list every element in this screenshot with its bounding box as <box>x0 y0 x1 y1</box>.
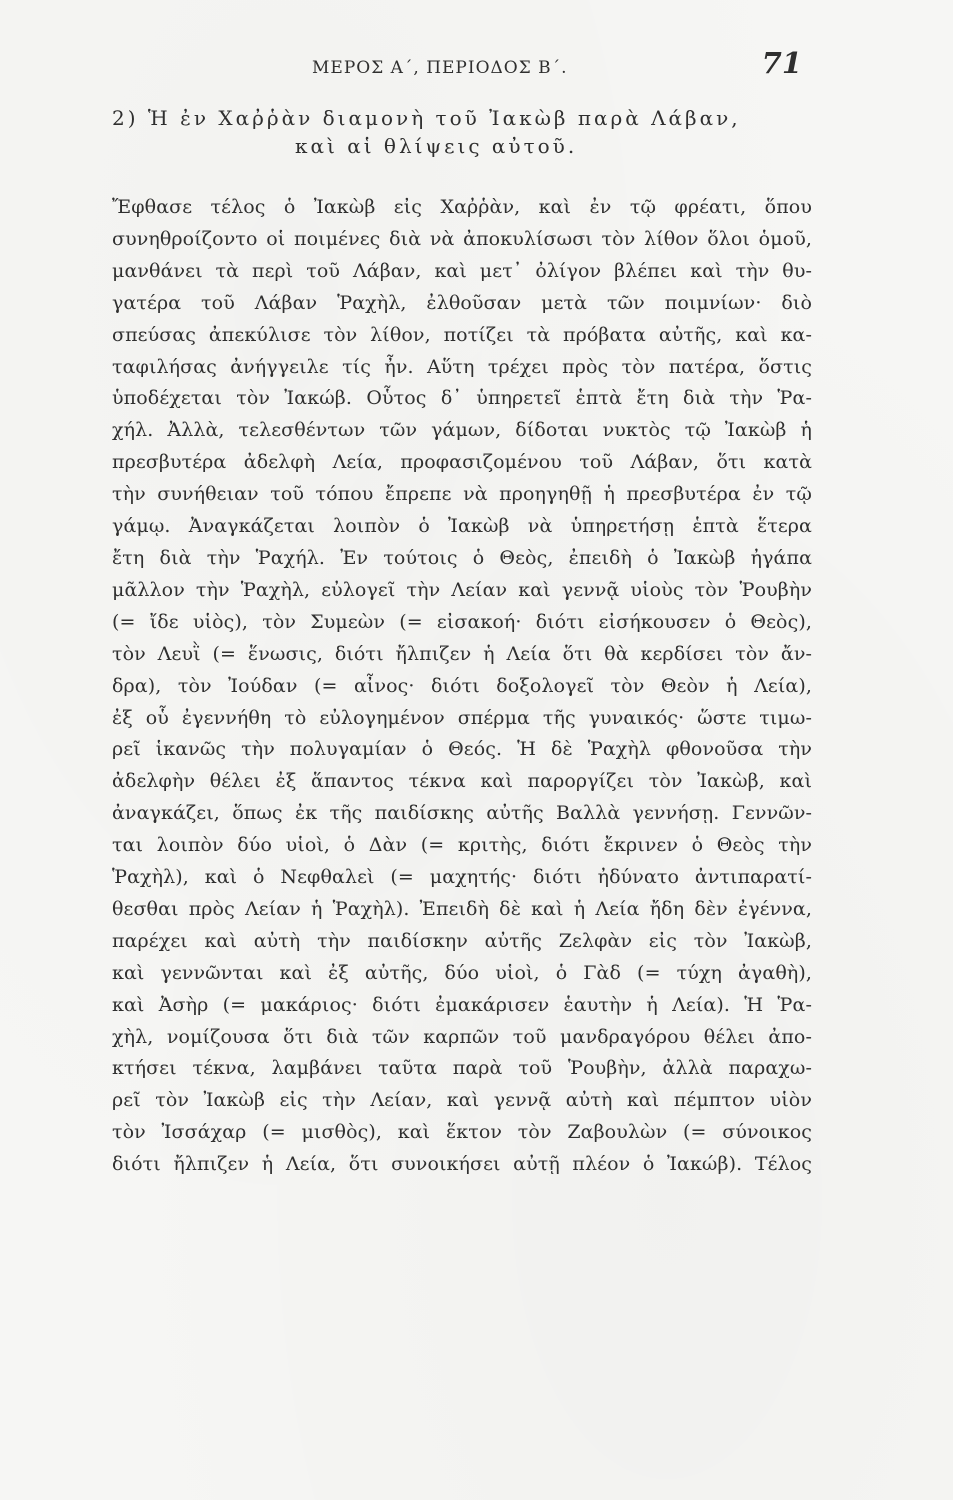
text-line: κτήσει τέκνα, λαμβάνει ταῦτα παρὰ τοῦ Ῥουβὴν, ἀλλὰ παραχω- <box>112 1057 812 1080</box>
section-heading-line-2: καὶ αἱ θλίψεις αὐτοῦ. <box>295 134 578 158</box>
text-line: τὸν Ἰσσάχαρ (= μισθὸς), καὶ ἕκτον τὸν Ζαβουλὼν (= σύνοικος <box>112 1121 812 1144</box>
text-line: Ἔφθασε τέλος ὁ Ἰακὼβ εἰς Χαῤῥὰν, καὶ ἐν τῷ φρέατι, ὅπου <box>112 196 812 218</box>
text-line: δρα), τὸν Ἰούδαν (= αἶνος· διότι δοξολογεῖ τὸν Θεὸν ἡ Λεία), <box>112 674 812 697</box>
text-line: ται λοιπὸν δύο υἱοὶ, ὁ Δὰν (= κριτὴς, διότι ἔκρινεν ὁ Θεὸς τὴν <box>112 834 812 857</box>
section-heading-line-1: 2) Ἡ ἐν Χαῤῥὰν διαμονὴ τοῦ Ἰακὼβ παρὰ Λάβαν, <box>112 106 741 130</box>
section-heading <box>112 104 812 160</box>
text-line: καὶ Ἀσὴρ (= μακάριος· διότι ἐμακάρισεν ἑαυτὴν ἡ Λεία). Ἡ Ῥα- <box>112 993 812 1016</box>
text-line: ἀναγκάζει, ὅπως ἐκ τῆς παιδίσκης αὐτῆς Βαλλὰ γεννήσῃ. Γεννῶν- <box>112 802 812 825</box>
text-line: γατέρα τοῦ Λάβαν Ῥαχὴλ, ἐλθοῦσαν μετὰ τῶν ποιμνίων· διὸ <box>112 291 812 314</box>
text-line: ἔτη διὰ τὴν Ῥαχήλ. Ἐν τούτοις ὁ Θεὸς, ἐπειδὴ ὁ Ἰακὼβ ἠγάπα <box>112 546 812 569</box>
page-number: 71 <box>761 46 802 80</box>
text-line: παρέχει καὶ αὐτὴ τὴν παιδίσκην αὐτῆς Ζελφὰν εἰς τὸν Ἰακὼβ, <box>112 929 812 952</box>
body-paragraph <box>112 192 812 1342</box>
text-line: χήλ. Ἀλλὰ, τελεσθέντων τῶν γάμων, δίδοται νυκτὸς τῷ Ἰακὼβ ἡ <box>112 419 812 442</box>
text-line: ὑποδέχεται τὸν Ἰακώβ. Οὗτος δ᾽ ὑπηρετεῖ ἑπτὰ ἔτη διὰ τὴν Ῥα- <box>112 387 812 410</box>
text-line: θεσθαι πρὸς Λείαν ἡ Ῥαχὴλ). Ἐπειδὴ δὲ καὶ ἡ Λεία ἤδη δὲν ἐγέννα, <box>112 897 812 920</box>
text-line: διότι ἤλπιζεν ἡ Λεία, ὅτι συνοικήσει αὐτῇ πλέον ὁ Ἰακώβ). Τέλος <box>112 1153 812 1176</box>
text-line: τὴν συνήθειαν τοῦ τόπου ἔπρεπε νὰ προηγηθῇ ἡ πρεσβυτέρα ἐν τῷ <box>112 483 812 506</box>
text-line: χὴλ, νομίζουσα ὅτι διὰ τῶν καρπῶν τοῦ μανδραγόρου θέλει ἀπο- <box>112 1025 812 1048</box>
running-head: ΜΕΡΟΣ Α΄, ΠΕΡΙΟΔΟΣ Β΄. <box>312 58 568 78</box>
text-line: σπεύσας ἀπεκύλισε τὸν λίθον, ποτίζει τὰ πρόβατα αὐτῆς, καὶ κα- <box>112 323 812 346</box>
text-line: τὸν Λευῒ (= ἕνωσις, διότι ἤλπιζεν ἡ Λεία ὅτι θὰ κερδίσει τὸν ἄν- <box>112 642 812 665</box>
text-line: (= ἴδε υἱὸς), τὸν Συμεὼν (= εἰσακοή· διότι εἰσήκουσεν ὁ Θεὸς), <box>112 610 812 633</box>
text-line: ἐξ οὗ ἐγεννήθη τὸ εὐλογημένον σπέρμα τῆς γυναικός· ὥστε τιμω- <box>112 706 812 729</box>
text-line: συνηθροίζοντο οἱ ποιμένες διὰ νὰ ἀποκυλίσωσι τὸν λίθον ὅλοι ὁμοῦ, <box>112 227 812 250</box>
text-line: ἀδελφὴν θέλει ἐξ ἅπαντος τέκνα καὶ παροργίζει τὸν Ἰακὼβ, καὶ <box>112 770 812 793</box>
text-line: μανθάνει τὰ περὶ τοῦ Λάβαν, καὶ μετ᾽ ὀλίγον βλέπει καὶ τὴν θυ- <box>112 259 812 282</box>
text-line: ρεῖ ἱκανῶς τὴν πολυγαμίαν ὁ Θεός. Ἡ δὲ Ῥαχὴλ φθονοῦσα τὴν <box>112 738 812 761</box>
text-line: καὶ γεννῶνται καὶ ἐξ αὐτῆς, δύο υἱοὶ, ὁ Γὰδ (= τύχη ἀγαθὴ), <box>112 961 812 984</box>
text-line: μᾶλλον τὴν Ῥαχὴλ, εὐλογεῖ τὴν Λείαν καὶ γεννᾷ υἱοὺς τὸν Ῥουβὴν <box>112 578 812 601</box>
text-line: ταφιλήσας ἀνήγγειλε τίς ἦν. Αὕτη τρέχει πρὸς τὸν πατέρα, ὅστις <box>112 355 812 378</box>
text-line: ρεῖ τὸν Ἰακὼβ εἰς τὴν Λείαν, καὶ γεννᾷ αὐτὴ καὶ πέμπτον υἱὸν <box>112 1089 812 1112</box>
text-line: πρεσβυτέρα ἀδελφὴ Λεία, προφασιζομένου τοῦ Λάβαν, ὅτι κατὰ <box>112 451 812 474</box>
text-line: γάμῳ. Ἀναγκάζεται λοιπὸν ὁ Ἰακὼβ νὰ ὑπηρετήσῃ ἑπτὰ ἕτερα <box>112 515 812 538</box>
page-header <box>112 44 802 84</box>
text-line: Ῥαχὴλ), καὶ ὁ Νεφθαλεὶ (= μαχητής· διότι ἠδύνατο ἀντιπαρατί- <box>112 866 812 889</box>
